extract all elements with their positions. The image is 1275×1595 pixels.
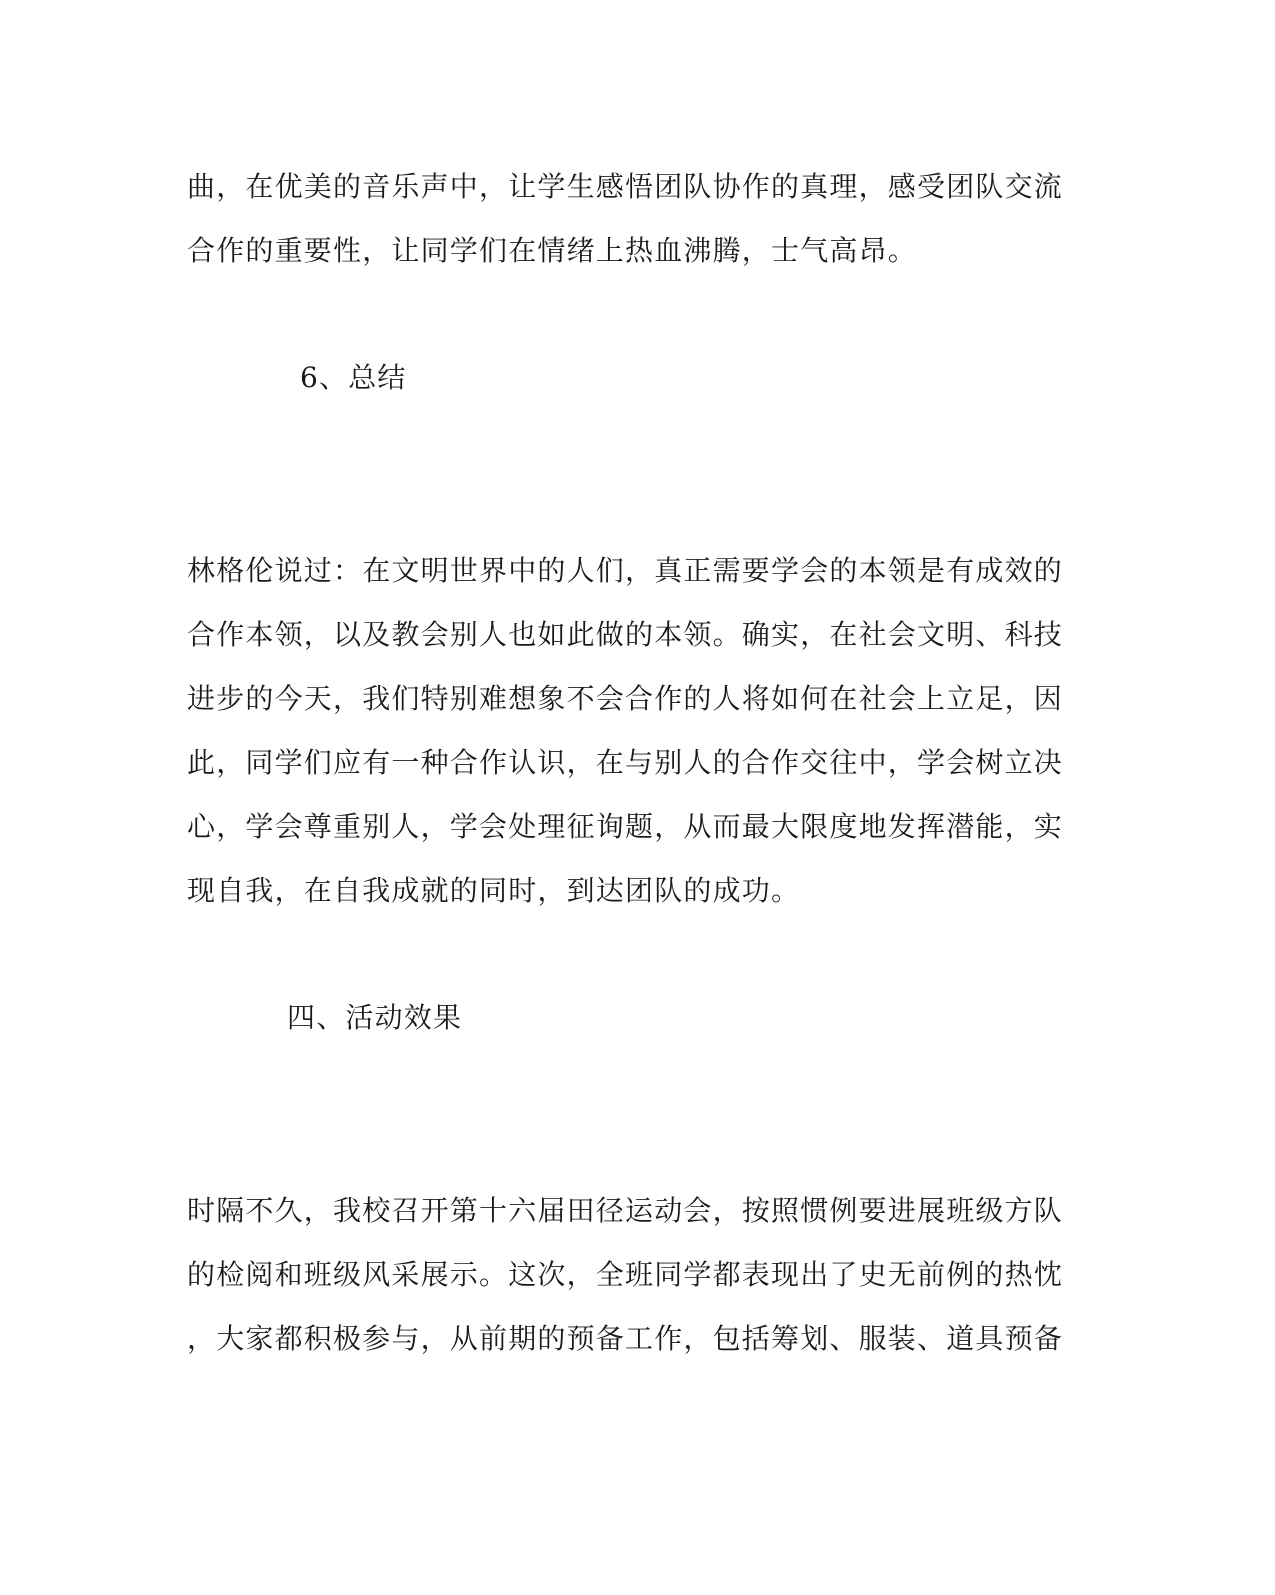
paragraph-2-line-6: 现自我，在自我成就的同时，到达团队的成功。 <box>187 874 801 907</box>
paragraph-2-line-3: 进步的今天，我们特别难想象不会合作的人将如何在社会上立足，因 <box>187 682 1064 715</box>
paragraph-1-line-1: 曲，在优美的音乐声中，让学生感悟团队协作的真理，感受团队交流 <box>187 170 1064 203</box>
paragraph-3-line-3: ，大家都积极参与，从前期的预备工作，包括筹划、服装、道具预备 <box>187 1322 1064 1355</box>
paragraph-3-line-1: 时隔不久，我校召开第十六届田径运动会，按照惯例要进展班级方队 <box>187 1194 1064 1227</box>
paragraph-3-line-2: 的检阅和班级风采展示。这次，全班同学都表现出了史无前例的热忱 <box>187 1258 1064 1291</box>
section-heading-activity-effect: 四、活动效果 <box>287 1001 463 1034</box>
section-heading-summary: 6、总结 <box>300 361 407 394</box>
paragraph-1-line-2: 合作的重要性，让同学们在情绪上热血沸腾，士气高昂。 <box>187 234 918 267</box>
paragraph-2-line-4: 此，同学们应有一种合作认识，在与别人的合作交往中，学会树立决 <box>187 746 1064 779</box>
paragraph-2-line-5: 心，学会尊重别人，学会处理征询题，从而最大限度地发挥潜能，实 <box>187 810 1064 843</box>
paragraph-2-line-1: 林格伦说过：在文明世界中的人们，真正需要学会的本领是有成效的 <box>187 554 1064 587</box>
paragraph-2-line-2: 合作本领，以及教会别人也如此做的本领。确实，在社会文明、科技 <box>187 618 1064 651</box>
